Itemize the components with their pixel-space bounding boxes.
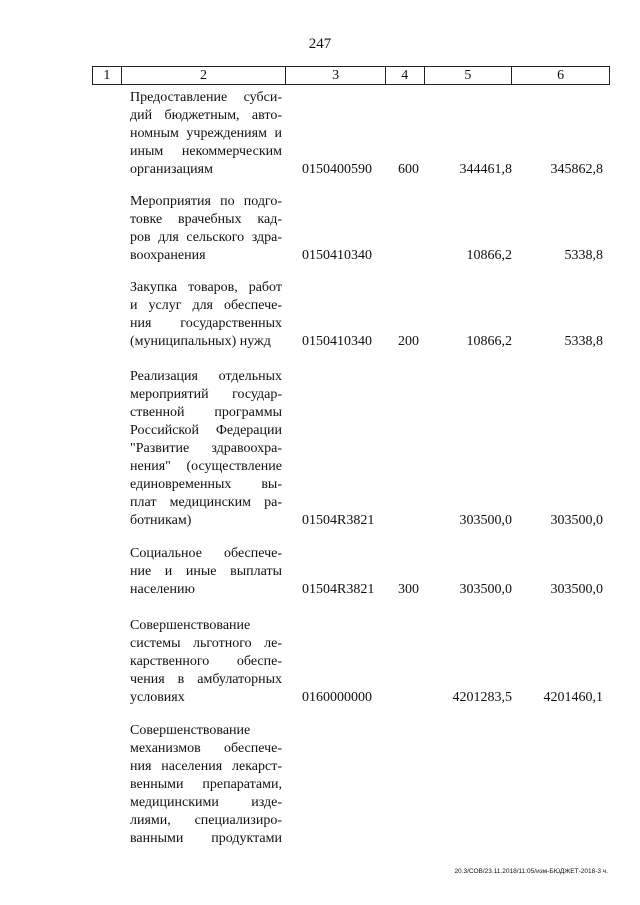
page-number: 247 [308, 36, 332, 52]
column-header-6: 6 [512, 67, 610, 85]
column-header-5: 5 [424, 67, 512, 85]
row-value-col6: 303500,0 [550, 513, 603, 528]
column-header-3: 3 [286, 67, 386, 85]
row-name: Совершенствование механизмов обеспече- ния населения лекарст- венными препаратами, медицинскими изде- лиями, специализиро- ванными продуктами [130, 723, 282, 846]
row-value-col5: 303500,0 [459, 513, 512, 528]
row-type: 600 [398, 162, 419, 177]
row-value-col6: 5338,8 [564, 248, 603, 263]
column-header-4: 4 [385, 67, 424, 85]
row-value-col5: 10866,2 [466, 334, 512, 349]
row-name: Закупка товаров, работ и услуг для обеспече- ния государственных (муниципальных) нужд [130, 280, 282, 349]
row-code: 0150410340 [302, 334, 372, 349]
row-type: 200 [398, 334, 419, 349]
row-code: 01504R3821 [302, 582, 375, 597]
row-value-col6: 345862,8 [550, 162, 603, 177]
row-code: 0160000000 [302, 690, 372, 705]
document-footer-stamp: 20.3/СОВ/23.11.2018/11:05/изм-БЮДЖЕТ-2018-3 ч. [454, 868, 608, 875]
row-value-col5: 344461,8 [459, 162, 512, 177]
row-value-col6: 5338,8 [564, 334, 603, 349]
row-type: 300 [398, 582, 419, 597]
column-header-1: 1 [93, 67, 122, 85]
column-header-row [92, 66, 610, 85]
row-code: 01504R3821 [302, 513, 375, 528]
row-value-col6: 303500,0 [550, 582, 603, 597]
row-name: Предоставление субси- дий бюджетным, авто- номным учреждениям и иным некоммерческим организациям [130, 90, 282, 177]
row-name: Реализация отдельных мероприятий государ- ственной программы Российской Федерации "Развитие здравоохра- нения" (осуществление единовременных вы- плат медицинским ра- ботникам) [130, 369, 282, 528]
column-header-2: 2 [121, 67, 286, 85]
row-value-col5: 4201283,5 [452, 690, 512, 705]
row-name: Мероприятия по подго- товке врачебных кад- ров для сельского здра- воохранения [130, 194, 282, 263]
row-value-col5: 10866,2 [466, 248, 512, 263]
row-name: Совершенствование системы льготного ле- карственного обеспе- чения в амбулаторных условиях [130, 618, 282, 705]
row-code: 0150400590 [302, 162, 372, 177]
row-name: Социальное обеспече- ние и иные выплаты населению [130, 546, 282, 597]
row-code: 0150410340 [302, 248, 372, 263]
row-value-col6: 4201460,1 [543, 690, 603, 705]
row-value-col5: 303500,0 [459, 582, 512, 597]
